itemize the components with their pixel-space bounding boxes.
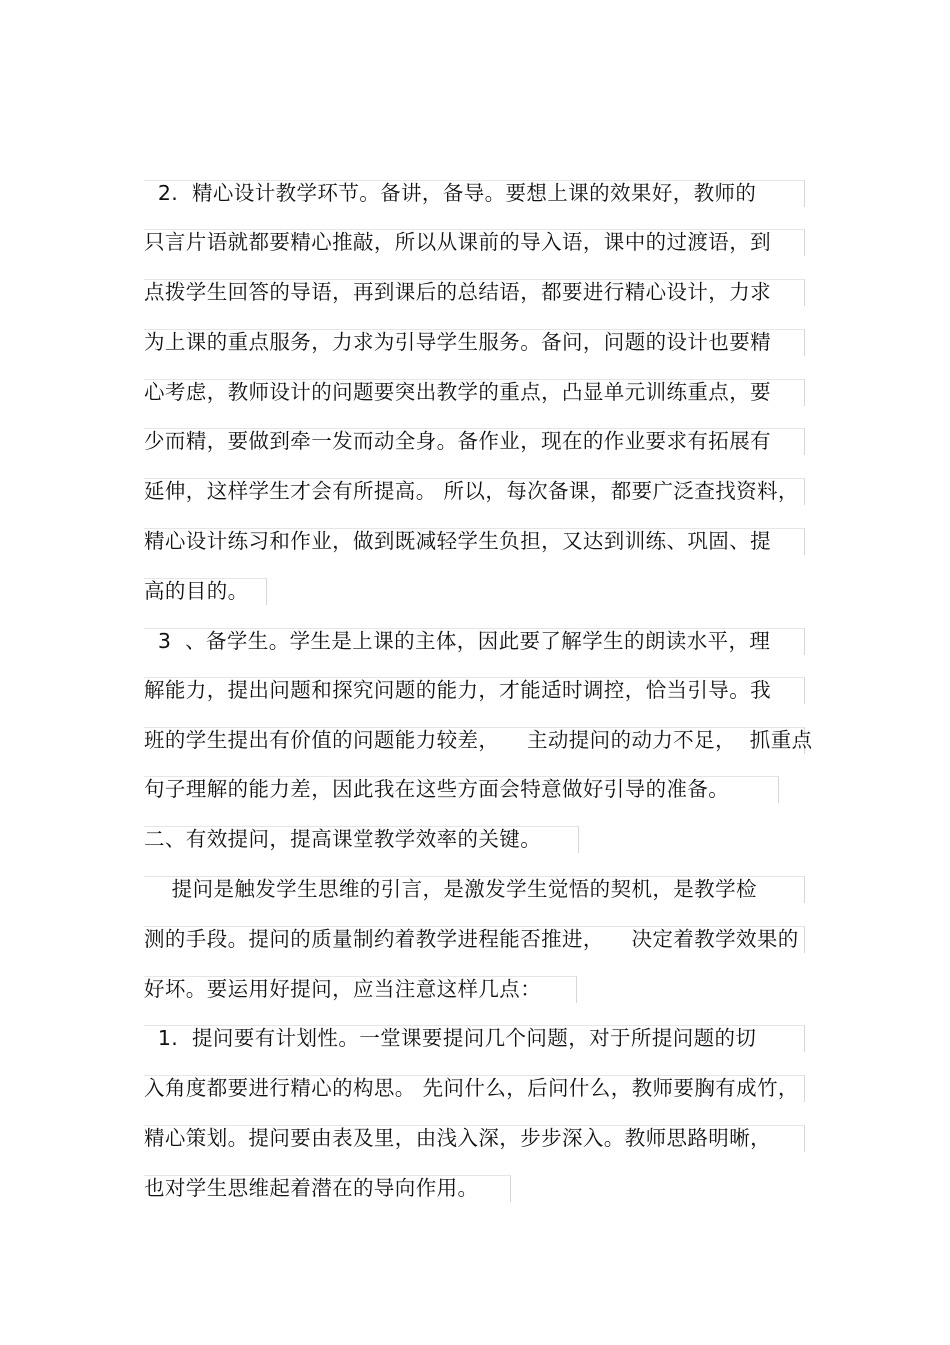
paragraph-line: 解能力，提出问题和探究问题的能力，才能适时调控，恰当引导。我 xyxy=(144,678,771,702)
paragraph-line: 句子理解的能力差，因此我在这些方面会特意做好引导的准备。 xyxy=(144,777,730,801)
paragraph-line: 高的目的。 xyxy=(144,579,249,603)
paragraph-line: 提问是触发学生思维的引言，是激发学生觉悟的契机，是教学检 xyxy=(144,877,757,901)
paragraph-line: 只言片语就都要精心推敲，所以从课前的导入语，课中的过渡语，到 xyxy=(144,230,771,254)
paragraph-line: 精心设计练习和作业，做到既减轻学生负担，又达到训练、巩固、提 xyxy=(144,529,771,553)
paragraph-line: 1. 提问要有计划性。一堂课要提问几个问题，对于所提问题的切 xyxy=(144,1026,757,1050)
paragraph-line: 少而精，要做到牵一发而动全身。备作业，现在的作业要求有拓展有 xyxy=(144,429,771,453)
paragraph-line: 2. 精心设计教学环节。备讲，备导。要想上课的效果好，教师的 xyxy=(144,181,757,205)
paragraph-line: 班的学生提出有价值的问题能力较差， 主动提问的动力不足， 抓重点 xyxy=(144,728,813,752)
paragraph-line: 入角度都要进行精心的构思。 先问什么，后问什么，教师要胸有成竹， xyxy=(144,1076,799,1100)
section-heading: 二、有效提问，提高课堂教学效率的关键。 xyxy=(144,827,542,851)
paragraph-line: 点拨学生回答的导语，再到课后的总结语，都要进行精心设计，力求 xyxy=(144,280,771,304)
paragraph-line: 延伸，这样学生才会有所提高。 所以，每次备课，都要广泛查找资料， xyxy=(144,479,799,503)
paragraph-line: 好坏。要运用好提问，应当注意这样几点： xyxy=(144,977,542,1001)
paragraph-line: 为上课的重点服务，力求为引导学生服务。备问，问题的设计也要精 xyxy=(144,330,771,354)
paragraph-line: 测的手段。提问的质量制约着教学进程能否推进， 决定着教学效果的 xyxy=(144,927,799,951)
paragraph-line: 也对学生思维起着潜在的导向作用。 xyxy=(144,1176,479,1200)
paragraph-line: 3 、备学生。学生是上课的主体，因此要了解学生的朗读水平，理 xyxy=(144,629,771,653)
paragraph-line: 心考虑，教师设计的问题要突出教学的重点，凸显单元训练重点，要 xyxy=(144,380,771,404)
paragraph-line: 精心策划。提问要由表及里，由浅入深，步步深入。教师思路明晰， xyxy=(144,1126,771,1150)
